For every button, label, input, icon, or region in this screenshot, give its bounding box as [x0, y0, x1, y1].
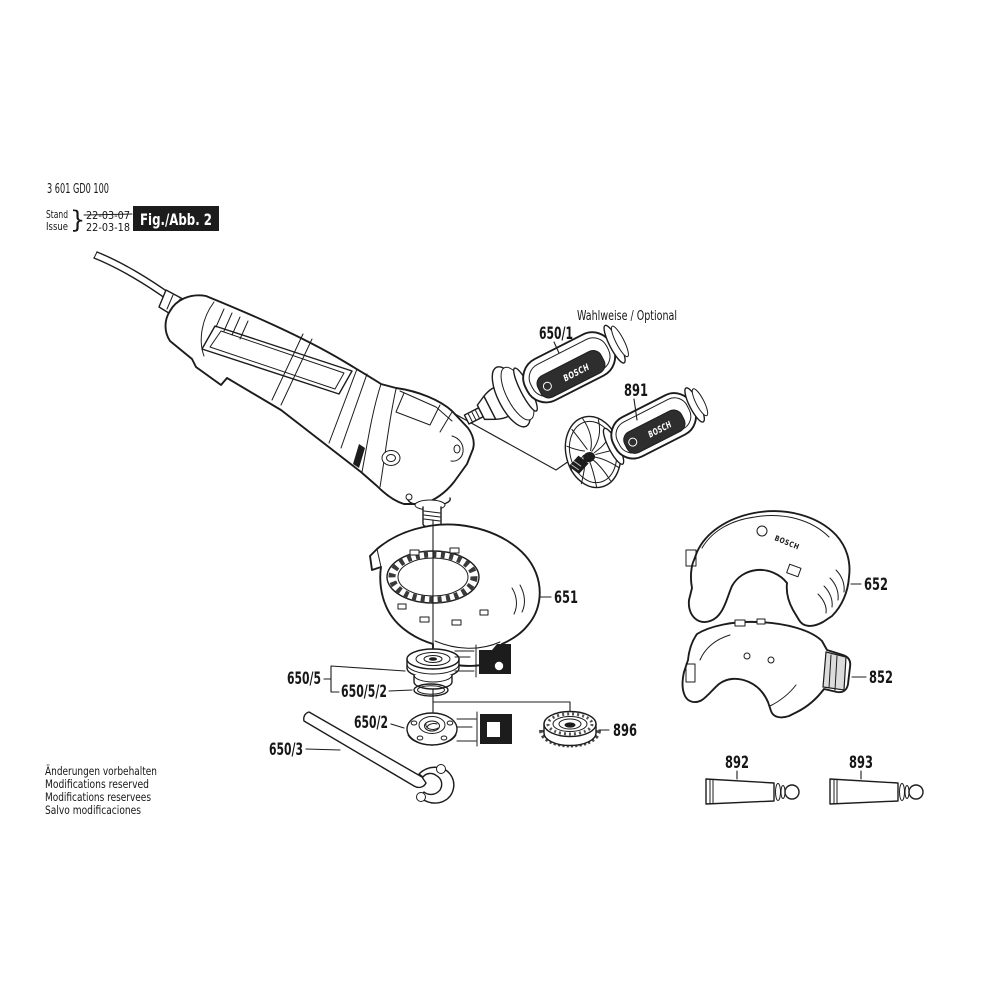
angle-grinder-body — [94, 252, 474, 528]
footer-line-fr: Modifications reservees — [45, 790, 151, 804]
date-new: 22-03-18 — [86, 221, 130, 234]
part-label-852: 852 — [869, 668, 893, 688]
quick-clamping-nut-896 — [544, 712, 596, 746]
footer-line-de: Änderungen vorbehalten — [45, 764, 189, 778]
part-label-650-2: 650/2 — [354, 713, 388, 733]
part-label-652: 652 — [864, 575, 888, 595]
part-label-650-5-2: 650/5/2 — [341, 682, 387, 702]
brand-text: BOSCH — [562, 358, 601, 385]
optional-note: Wahlweise / Optional — [577, 309, 677, 324]
header-block — [46, 181, 219, 234]
part-label-650-5: 650/5 — [287, 669, 321, 689]
side-handle-891-grip — [599, 381, 713, 468]
power-cable — [97, 252, 172, 295]
grease-tube-892 — [706, 779, 799, 804]
wheel-guard-652 — [686, 511, 849, 626]
guard-shell — [689, 511, 850, 626]
brand-text: BOSCH — [773, 533, 807, 554]
spindle-lock-button — [382, 451, 400, 466]
clamp-lever — [823, 652, 846, 690]
stand-label: Stand — [46, 208, 68, 221]
leader-650-3 — [306, 749, 340, 750]
type-number: 3 601 GD0 100 — [47, 181, 109, 197]
leader-650-2 — [391, 724, 404, 728]
part-label-650-1: 650/1 — [539, 324, 573, 344]
o-ring-650-5-2 — [414, 684, 448, 696]
part-label-891: 891 — [624, 381, 648, 401]
figure-label: Fig./Abb. 2 — [140, 210, 212, 229]
footer-disclaimer — [45, 763, 189, 817]
brace-glyph: } — [70, 206, 86, 234]
part-label-651: 651 — [554, 588, 578, 608]
part-label-893: 893 — [849, 753, 873, 773]
part-label-896: 896 — [613, 721, 637, 741]
issue-label: Issue — [46, 220, 69, 233]
part-label-892: 892 — [725, 753, 749, 773]
date-old: 22-03-07 — [86, 209, 130, 222]
part-label-650-3: 650/3 — [269, 740, 303, 760]
backing-flange-650-5 — [407, 649, 459, 689]
wrench-pin — [417, 793, 426, 802]
wheel-guard-651 — [370, 524, 540, 665]
footer-line-es: Salvo modificaciones — [45, 803, 142, 817]
motor-housing — [166, 295, 474, 504]
footer-line-en: Modifications reserved — [45, 777, 149, 791]
clamping-flange-650-2 — [407, 713, 457, 745]
cutting-guard-852 — [683, 619, 851, 717]
brand-text: BOSCH — [646, 414, 686, 441]
cutting-disc-pictogram — [457, 712, 512, 746]
grease-tube-893 — [830, 779, 923, 804]
wrench-pin — [437, 765, 446, 774]
